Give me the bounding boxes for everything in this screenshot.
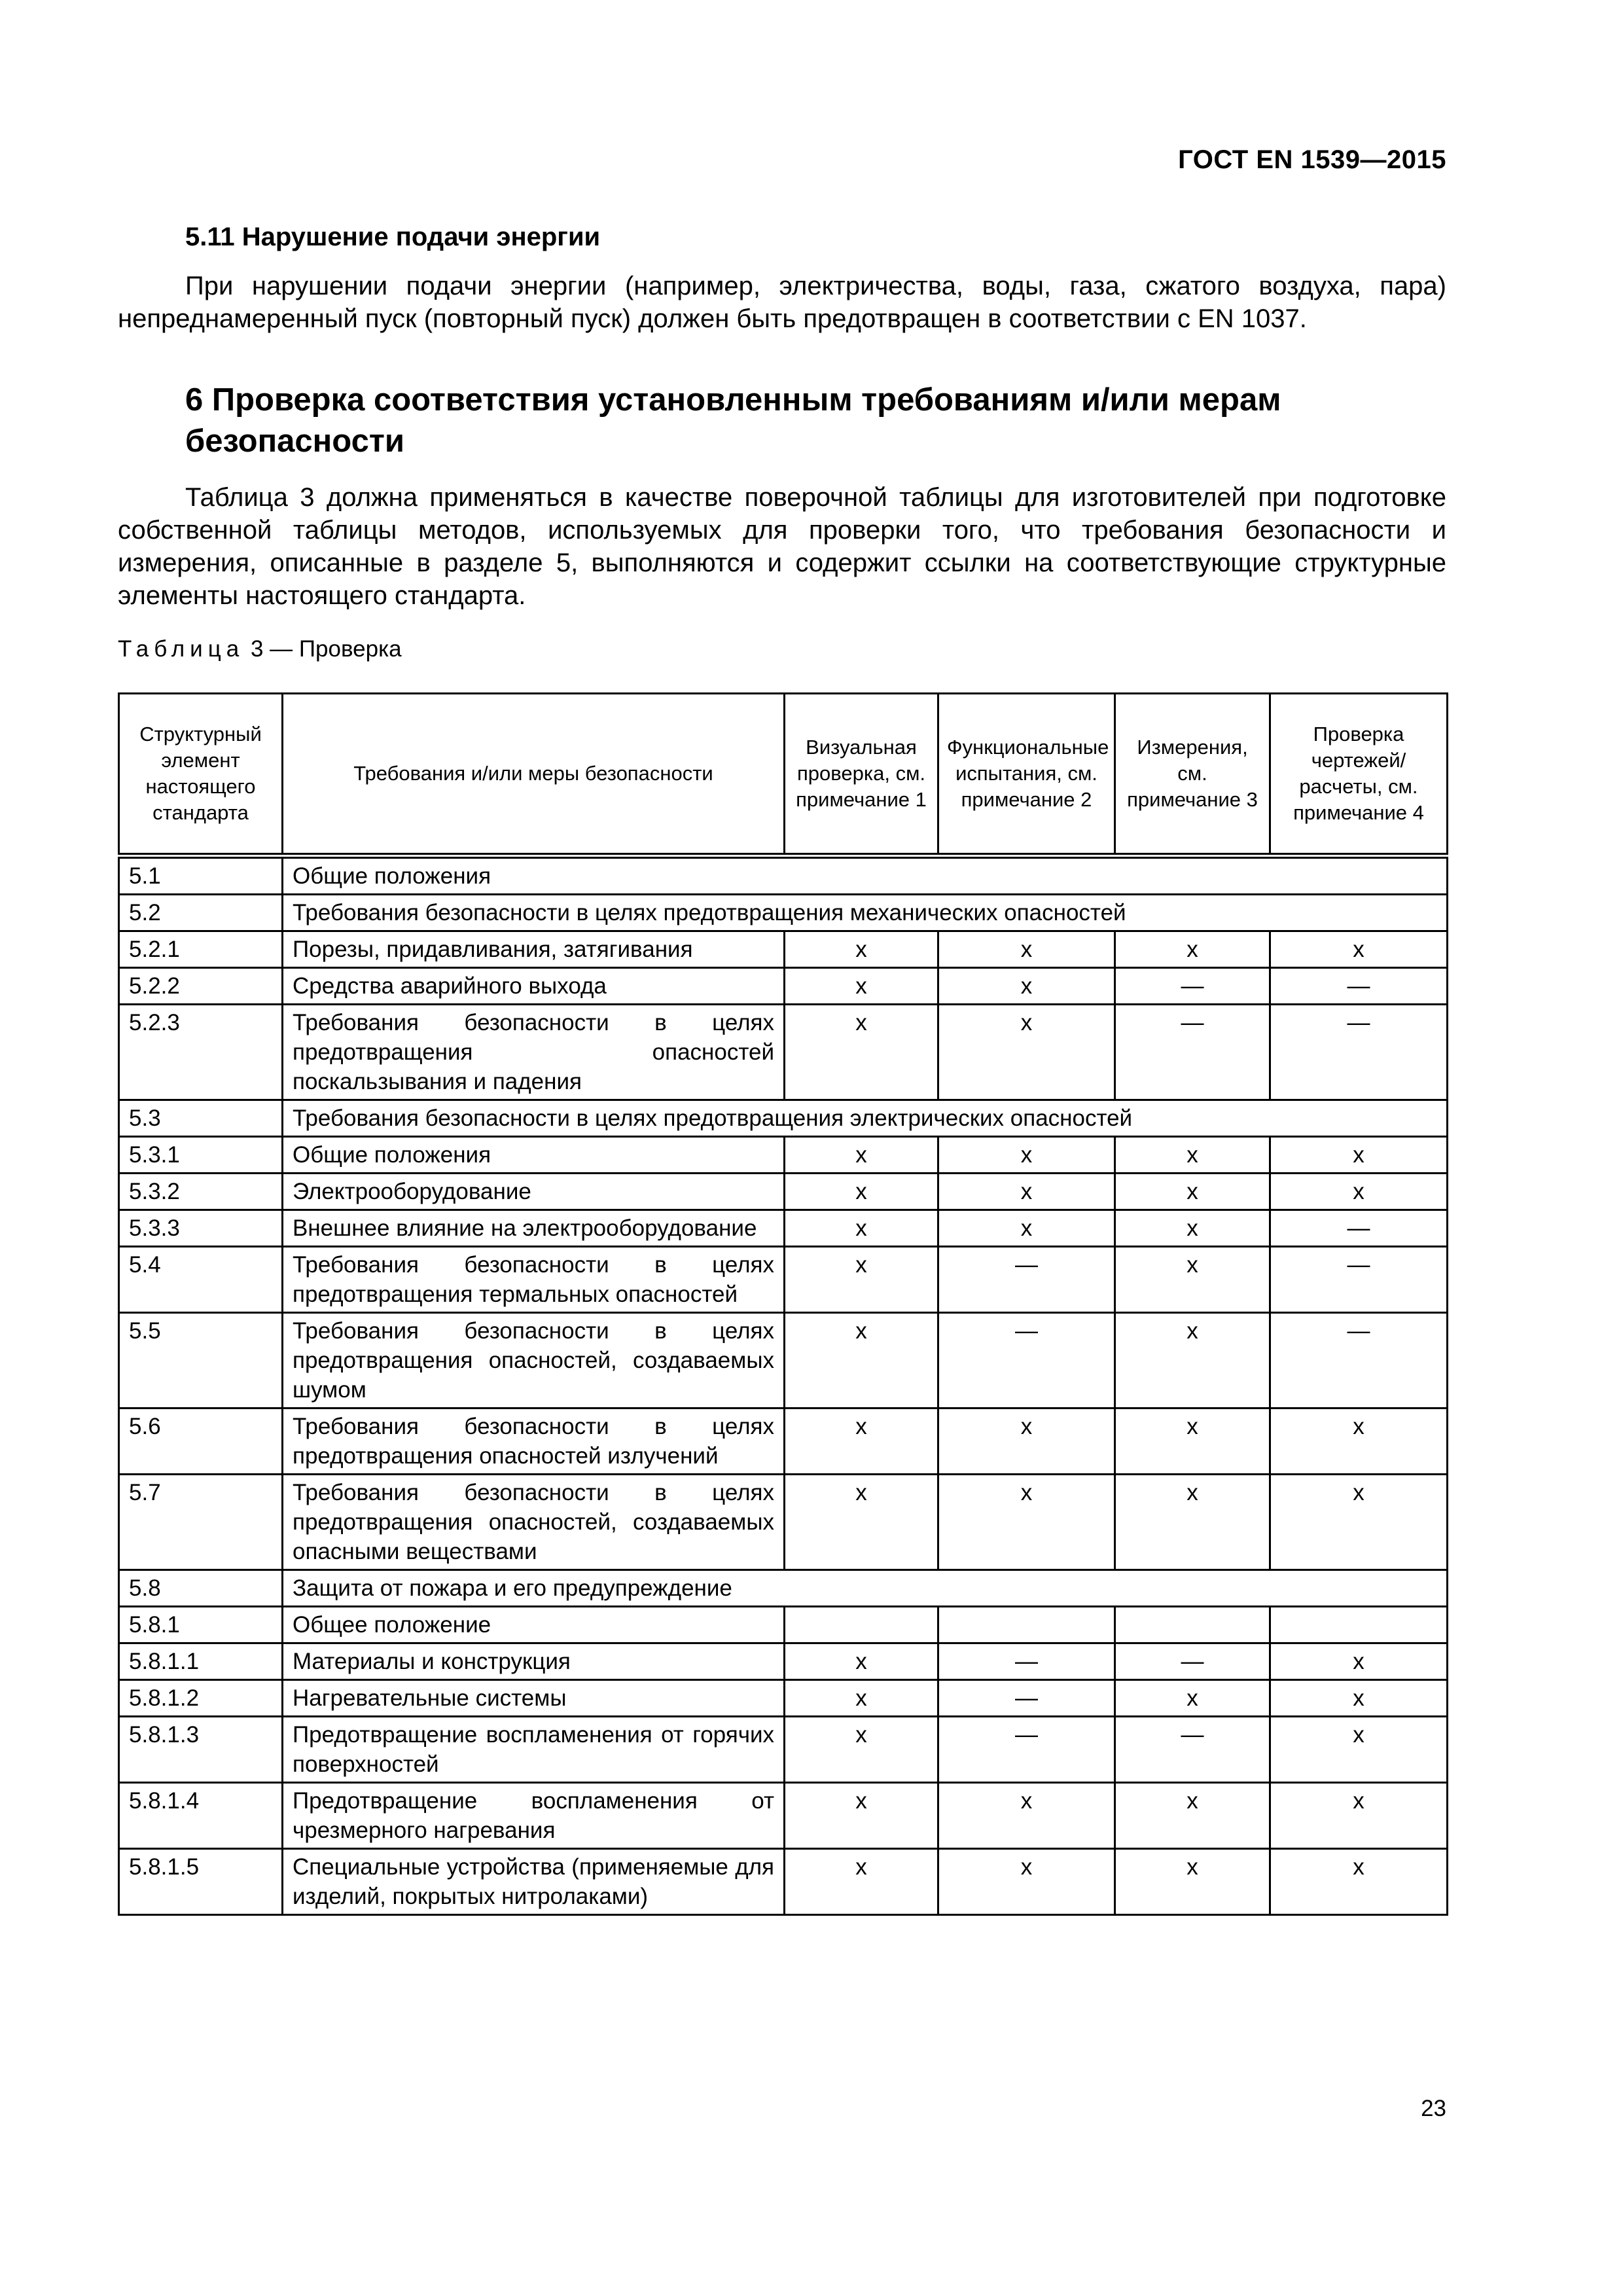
table-header-row xyxy=(119,694,1448,856)
row-section-number: 5.2 xyxy=(119,895,283,931)
table-row xyxy=(119,1570,1448,1607)
row-drawing-mark: — xyxy=(1270,968,1448,1005)
row-drawing-mark: х xyxy=(1270,1408,1448,1475)
table-row xyxy=(119,1643,1448,1680)
row-visual-mark: х xyxy=(785,1210,938,1247)
row-functional-mark: х xyxy=(938,1408,1115,1475)
section-6-heading: 6 Проверка соответствия установленным требованиям и/или мерам безопасности xyxy=(185,382,1281,459)
row-functional-mark: х xyxy=(938,1005,1115,1100)
row-drawing-mark: х xyxy=(1270,1643,1448,1680)
row-measurement-mark: — xyxy=(1115,1643,1270,1680)
row-visual-mark: х xyxy=(785,1005,938,1100)
row-section-number: 5.1 xyxy=(119,856,283,895)
row-requirement: Требования безопасности в целях предотвращения опасностей, создаваемых опасными веществами xyxy=(283,1475,785,1570)
row-drawing-mark: — xyxy=(1270,1210,1448,1247)
row-functional-mark: х xyxy=(938,1475,1115,1570)
table-row xyxy=(119,1475,1448,1570)
row-section-number: 5.3 xyxy=(119,1100,283,1137)
row-drawing-mark: х xyxy=(1270,1680,1448,1717)
table-row xyxy=(119,1313,1448,1408)
row-requirement: Предотвращение воспламенения от горячих поверхностей xyxy=(283,1717,785,1783)
table-row xyxy=(119,1408,1448,1475)
row-requirement: Требования безопасности в целях предотвращения опасностей поскальзывания и падения xyxy=(283,1005,785,1100)
row-measurement-mark: х xyxy=(1115,1210,1270,1247)
table-row xyxy=(119,1783,1448,1849)
row-requirement: Материалы и конструкция xyxy=(283,1643,785,1680)
row-functional-mark: х xyxy=(938,1137,1115,1174)
row-visual-mark xyxy=(785,1607,938,1643)
row-section-number: 5.3.1 xyxy=(119,1137,283,1174)
row-measurement-mark xyxy=(1115,1607,1270,1643)
row-visual-mark: х xyxy=(785,1680,938,1717)
table-caption-title: 3 — Проверка xyxy=(244,636,402,662)
row-drawing-mark: — xyxy=(1270,1247,1448,1313)
row-requirement: Общее положение xyxy=(283,1607,785,1643)
row-functional-mark: х xyxy=(938,1174,1115,1210)
table-row xyxy=(119,1174,1448,1210)
row-measurement-mark: х xyxy=(1115,1849,1270,1915)
row-requirement: Требования безопасности в целях предотвращения опасностей, создаваемых шумом xyxy=(283,1313,785,1408)
row-section-number: 5.3.2 xyxy=(119,1174,283,1210)
row-drawing-mark: х xyxy=(1270,1475,1448,1570)
row-measurement-mark: х xyxy=(1115,1247,1270,1313)
row-section-number: 5.2.1 xyxy=(119,931,283,968)
row-section-number: 5.8.1.4 xyxy=(119,1783,283,1849)
row-requirement: Общие положения xyxy=(283,1137,785,1174)
row-measurement-mark: х xyxy=(1115,1174,1270,1210)
table-caption-word: Таблица xyxy=(118,636,245,662)
document-id: ГОСТ EN 1539—2015 xyxy=(1178,145,1446,174)
row-functional-mark: — xyxy=(938,1313,1115,1408)
row-requirement: Общие положения xyxy=(283,856,1448,895)
row-functional-mark: х xyxy=(938,931,1115,968)
row-drawing-mark: х xyxy=(1270,1137,1448,1174)
row-section-number: 5.7 xyxy=(119,1475,283,1570)
row-requirement: Защита от пожара и его предупреждение xyxy=(283,1570,1448,1607)
row-section-number: 5.2.3 xyxy=(119,1005,283,1100)
row-visual-mark: х xyxy=(785,1849,938,1915)
header-visual-check: Визуальная проверка, см. примечание 1 xyxy=(785,694,938,856)
row-section-number: 5.8.1 xyxy=(119,1607,283,1643)
row-requirement: Нагревательные системы xyxy=(283,1680,785,1717)
row-section-number: 5.5 xyxy=(119,1313,283,1408)
row-measurement-mark: х xyxy=(1115,1783,1270,1849)
section-6-paragraph: Таблица 3 должна применяться в качестве поверочной таблицы для изготовителей при подготовке собственной таблицы методов, используемых для проверки того, что требования безопасности и измерения, описанные в разделе 5, выполняются и содержит ссылки на соответствующие структурные элементы настоящего стандарта. xyxy=(118,483,1446,610)
row-visual-mark: х xyxy=(785,1174,938,1210)
row-visual-mark: х xyxy=(785,1313,938,1408)
row-section-number: 5.8.1.3 xyxy=(119,1717,283,1783)
table-row xyxy=(119,968,1448,1005)
header-structural-element: Структурный элемент настоящего стандарта xyxy=(119,694,283,856)
row-measurement-mark: х xyxy=(1115,1408,1270,1475)
row-section-number: 5.3.3 xyxy=(119,1210,283,1247)
row-section-number: 5.8.1.5 xyxy=(119,1849,283,1915)
row-functional-mark: — xyxy=(938,1717,1115,1783)
header-safety-requirements: Требования и/или меры безопасности xyxy=(283,694,785,856)
row-functional-mark: х xyxy=(938,1783,1115,1849)
header-drawings-check: Проверка чертежей/ расчеты, см. примечание 4 xyxy=(1270,694,1448,856)
table-caption xyxy=(118,636,402,662)
row-drawing-mark: х xyxy=(1270,1849,1448,1915)
row-functional-mark: — xyxy=(938,1643,1115,1680)
row-visual-mark: х xyxy=(785,1783,938,1849)
row-drawing-mark xyxy=(1270,1607,1448,1643)
row-requirement: Внешнее влияние на электрооборудование xyxy=(283,1210,785,1247)
row-drawing-mark: х xyxy=(1270,1174,1448,1210)
row-visual-mark: х xyxy=(785,968,938,1005)
header-functional-tests: Функциональные испытания, см. примечание 2 xyxy=(938,694,1115,856)
row-visual-mark: х xyxy=(785,1717,938,1783)
row-visual-mark: х xyxy=(785,1247,938,1313)
row-requirement: Требования безопасности в целях предотвращения механических опасностей xyxy=(283,895,1448,931)
row-requirement: Средства аварийного выхода xyxy=(283,968,785,1005)
row-functional-mark: х xyxy=(938,968,1115,1005)
row-measurement-mark: х xyxy=(1115,931,1270,968)
table-row xyxy=(119,1849,1448,1915)
table-body xyxy=(119,856,1448,1915)
table-row xyxy=(119,1247,1448,1313)
section-5-11-heading: 5.11 Нарушение подачи энергии xyxy=(185,223,601,251)
row-requirement: Требования безопасности в целях предотвращения электрических опасностей xyxy=(283,1100,1448,1137)
row-measurement-mark: — xyxy=(1115,1005,1270,1100)
row-requirement: Требования безопасности в целях предотвращения термальных опасностей xyxy=(283,1247,785,1313)
row-measurement-mark: — xyxy=(1115,1717,1270,1783)
table-row xyxy=(119,931,1448,968)
table-row xyxy=(119,1607,1448,1643)
table-row xyxy=(119,895,1448,931)
table-row xyxy=(119,1137,1448,1174)
row-functional-mark: — xyxy=(938,1247,1115,1313)
row-measurement-mark: х xyxy=(1115,1475,1270,1570)
row-functional-mark xyxy=(938,1607,1115,1643)
verification-table xyxy=(118,692,1448,1916)
row-section-number: 5.8 xyxy=(119,1570,283,1607)
row-section-number: 5.6 xyxy=(119,1408,283,1475)
row-requirement: Электрооборудование xyxy=(283,1174,785,1210)
row-drawing-mark: х xyxy=(1270,1783,1448,1849)
row-requirement: Предотвращение воспламенения от чрезмерного нагревания xyxy=(283,1783,785,1849)
row-requirement: Специальные устройства (применяемые для изделий, покрытых нитролаками) xyxy=(283,1849,785,1915)
row-functional-mark: х xyxy=(938,1849,1115,1915)
row-section-number: 5.2.2 xyxy=(119,968,283,1005)
row-visual-mark: х xyxy=(785,1475,938,1570)
row-measurement-mark: х xyxy=(1115,1137,1270,1174)
row-drawing-mark: х xyxy=(1270,1717,1448,1783)
table-row xyxy=(119,1680,1448,1717)
row-requirement: Порезы, придавливания, затягивания xyxy=(283,931,785,968)
row-visual-mark: х xyxy=(785,1643,938,1680)
row-functional-mark: — xyxy=(938,1680,1115,1717)
table-row xyxy=(119,1717,1448,1783)
row-visual-mark: х xyxy=(785,1408,938,1475)
table-row xyxy=(119,1005,1448,1100)
table-row xyxy=(119,1100,1448,1137)
row-section-number: 5.8.1.1 xyxy=(119,1643,283,1680)
header-measurements: Измерения, см. примечание 3 xyxy=(1115,694,1270,856)
table-row xyxy=(119,1210,1448,1247)
row-section-number: 5.4 xyxy=(119,1247,283,1313)
row-visual-mark: х xyxy=(785,1137,938,1174)
row-measurement-mark: х xyxy=(1115,1680,1270,1717)
table-row xyxy=(119,856,1448,895)
row-visual-mark: х xyxy=(785,931,938,968)
row-requirement: Требования безопасности в целях предотвращения опасностей излучений xyxy=(283,1408,785,1475)
page-number: 23 xyxy=(1421,2096,1446,2121)
row-drawing-mark: — xyxy=(1270,1313,1448,1408)
row-measurement-mark: — xyxy=(1115,968,1270,1005)
row-section-number: 5.8.1.2 xyxy=(119,1680,283,1717)
row-measurement-mark: х xyxy=(1115,1313,1270,1408)
row-drawing-mark: х xyxy=(1270,931,1448,968)
section-5-11-paragraph: При нарушении подачи энергии (например, электричества, воды, газа, сжатого воздуха, пара) непреднамеренный пуск (повторный пуск) должен быть предотвращен в соответствии с EN 1037. xyxy=(118,272,1446,333)
row-functional-mark: х xyxy=(938,1210,1115,1247)
row-drawing-mark: — xyxy=(1270,1005,1448,1100)
